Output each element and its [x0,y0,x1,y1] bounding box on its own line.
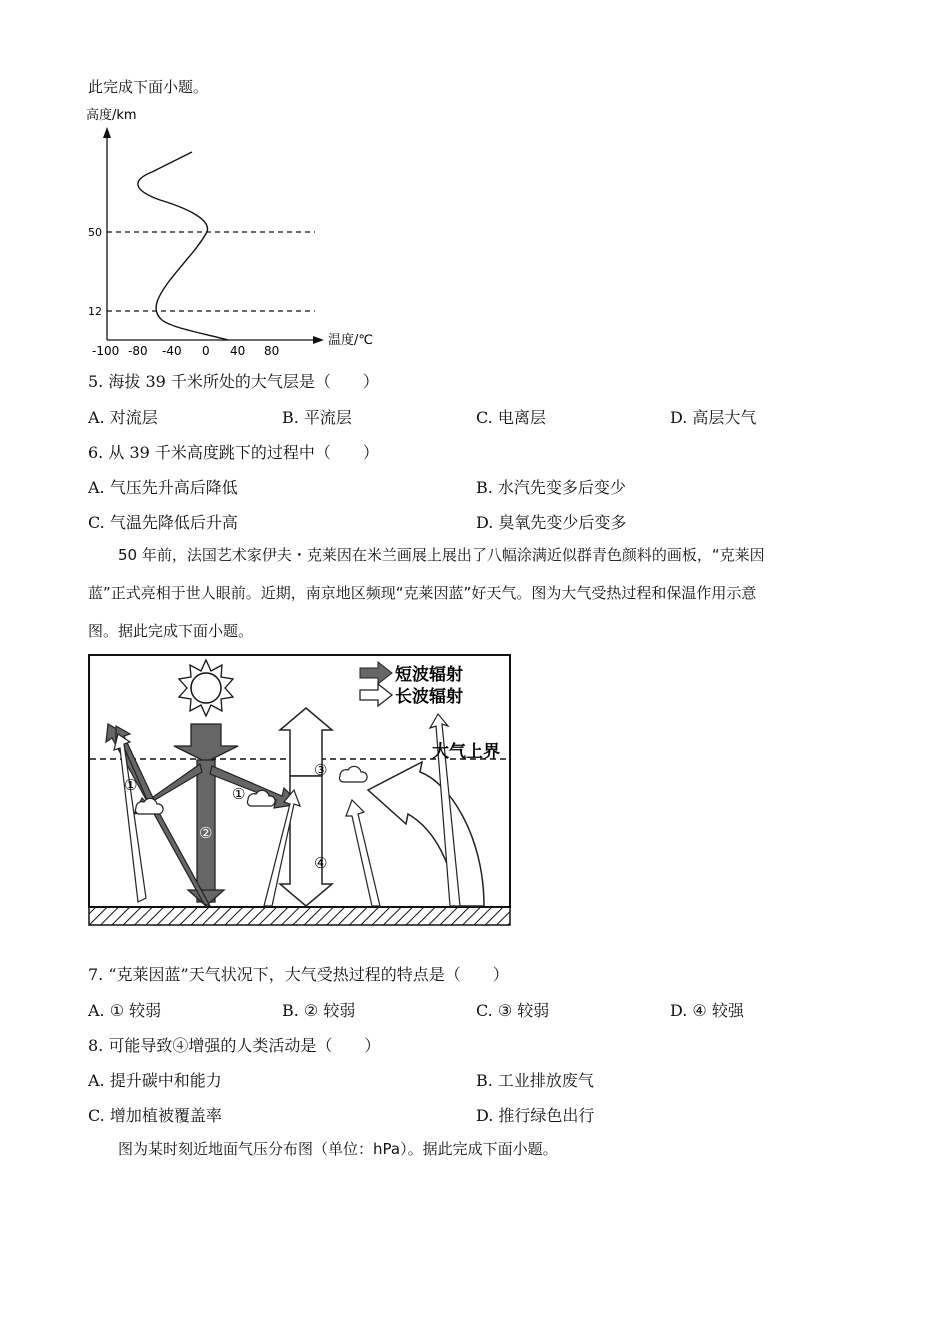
q7-option-c[interactable]: C. ③ 较弱 [476,1001,550,1020]
legend-shortwave-label: 短波辐射 [395,665,463,685]
atmosphere-top-label: 大气上界 [432,742,500,762]
q6-option-a[interactable]: A. 气压先升高后降低 [88,478,238,497]
y-tick-12: 12 [88,305,102,318]
q8-option-a[interactable]: A. 提升碳中和能力 [88,1071,222,1090]
legend-longwave-label: 长波辐射 [395,687,463,707]
q6-option-d[interactable]: D. 臭氧先变少后变多 [476,513,627,532]
q5-option-c[interactable]: C. 电离层 [476,408,546,427]
q8-stem: 8. 可能导致④增强的人类活动是（ ） [88,1036,381,1055]
x-axis-label: 温度/℃ [328,333,373,348]
marker-1-left: ① [124,776,138,794]
q7-option-b[interactable]: B. ② 较弱 [282,1001,356,1020]
marker-4: ④ [314,854,328,872]
x-tick-80: 80 [264,344,280,358]
x-tick-neg80: -80 [128,344,148,358]
y-axis-arrow [103,127,111,138]
temperature-altitude-chart [80,100,390,365]
x-axis-arrow [313,336,324,344]
atmosphere-heating-diagram [88,654,512,928]
x-tick-neg40: -40 [162,344,182,358]
q5-option-a[interactable]: A. 对流层 [88,408,158,427]
temperature-curve [138,152,228,340]
marker-3: ③ [314,761,328,779]
q7-stem: 7. “克莱因蓝”天气状况下，大气受热过程的特点是（ ） [88,965,509,984]
x-tick-0: 0 [202,344,210,358]
intro-tail: 此完成下面小题。 [88,78,209,96]
y-axis-label: 高度/km [86,108,137,123]
passage3: 图为某时刻近地面气压分布图（单位：hPa）。据此完成下面小题。 [118,1140,558,1158]
q6-stem: 6. 从 39 千米高度跳下的过程中（ ） [88,443,379,462]
q5-option-d[interactable]: D. 高层大气 [670,408,757,427]
q8-option-c[interactable]: C. 增加植被覆盖率 [88,1106,222,1125]
q6-option-c[interactable]: C. 气温先降低后升高 [88,513,238,532]
x-tick-neg100: -100 [92,344,120,358]
passage2-line3: 图。据此完成下面小题。 [88,622,254,640]
marker-1-right: ① [232,785,246,803]
q5-option-b[interactable]: B. 平流层 [282,408,352,427]
q7-option-a[interactable]: A. ① 较弱 [88,1001,162,1020]
passage2-line1: 50 年前，法国艺术家伊夫・克莱因在米兰画展上展出了八幅涂满近似群青色颜料的画板，“克莱因 [118,546,765,564]
marker-2: ② [199,824,213,842]
q8-option-b[interactable]: B. 工业排放废气 [476,1071,594,1090]
q7-option-d[interactable]: D. ④ 较强 [670,1001,744,1020]
q6-option-b[interactable]: B. 水汽先变多后变少 [476,478,626,497]
passage2-line2: 蓝”正式亮相于世人眼前。近期，南京地区频现“克莱因蓝”好天气。图为大气受热过程和保温作用示意 [88,584,757,602]
x-tick-40: 40 [230,344,246,358]
q8-option-d[interactable]: D. 推行绿色出行 [476,1106,595,1125]
q5-stem: 5. 海拔 39 千米所处的大气层是（ ） [88,372,379,391]
ground [89,907,510,925]
y-tick-50: 50 [88,226,102,239]
